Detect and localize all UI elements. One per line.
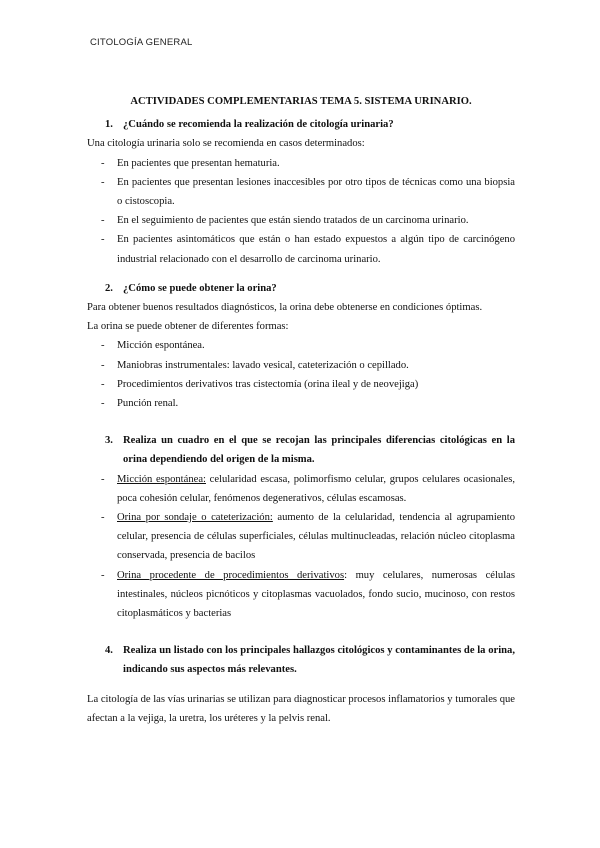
section-4 [87, 641, 515, 679]
list-item: - Procedimientos derivativos tras cistectomía (orina ileal y de neovejiga) [101, 378, 419, 390]
list-item: - En pacientes asintomáticos que están o han estado expuestos a algún tipo de carcinógeno industrial relacionado con el desarrollo de carcinoma urinario. [101, 234, 515, 265]
list-item: - Micción espontánea: celularidad escasa, polimorfismo celular, grupos celulares ocasionales, poca cohesión celular, fenómenos degenerativos, células escamosas. [101, 473, 515, 504]
section-1 [87, 115, 515, 269]
question-text: Realiza un cuadro en el que se recojan las principales diferencias citológicas en la orina dependiendo del origen de la misma. [123, 435, 515, 466]
page-header: CITOLOGÍA GENERAL [90, 37, 193, 48]
list-item: - Punción renal. [101, 398, 179, 410]
document-title: ACTIVIDADES COMPLEMENTARIAS TEMA 5. SISTEMA URINARIO. [130, 96, 472, 107]
list-item: - Orina por sondaje o cateterización: aumento de la celularidad, tendencia al agrupamiento celular, presencia de células superficiales, células multinucleadas, relación núcleo citoplasma conservada, presencia de bacilos [101, 512, 516, 562]
answer-list [87, 154, 515, 269]
question-4 [105, 641, 515, 679]
intro-text: Para obtener buenos resultados diagnósticos, la orina debe obtenerse en condiciones óptimas. [87, 302, 483, 314]
question-1 [105, 115, 515, 134]
question-number: 3. [105, 435, 113, 447]
question-3 [105, 431, 515, 469]
question-number: 2. [105, 282, 113, 294]
question-number: 4. [105, 645, 113, 657]
question-text: ¿Cuándo se recomienda la realización de citología urinaria? [123, 119, 394, 131]
question-text: Realiza un listado con los principales hallazgos citológicos y contaminantes de la orina, indicando sus aspectos más relevantes. [123, 645, 515, 676]
answer-list [87, 336, 515, 413]
item-label: Orina por sondaje o cateterización: [117, 512, 273, 524]
section-3 [87, 431, 515, 623]
list-item: - Maniobras instrumentales: lavado vesical, cateterización o cepillado. [101, 359, 409, 371]
question-text: ¿Cómo se puede obtener la orina? [123, 282, 277, 294]
question-number: 1. [105, 119, 113, 131]
closing-paragraph: La citología de las vías urinarias se utilizan para diagnosticar procesos inflamatorios y tumorales que afectan a la vejiga, la uretra, los uréteres y la pelvis renal. [87, 693, 515, 724]
list-item: - En pacientes que presentan lesiones inaccesibles por otro tipos de técnicas como una biopsia o cistoscopia. [101, 176, 515, 208]
question-2 [105, 279, 515, 298]
section-2 [87, 279, 515, 413]
list-item: - Micción espontánea. [101, 340, 205, 352]
item-label: Micción espontánea: [117, 473, 206, 485]
answer-list [87, 470, 515, 624]
list-item: - Orina procedente de procedimientos derivativos: muy celulares, numerosas células intestinales, núcleos picnóticos y citoplasmas vacuolados, fondo sucio, mucinoso, con restos citoplasmáticos y bacterias [101, 569, 515, 620]
document-body [87, 92, 515, 728]
list-item: - En pacientes que presentan hematuria. [101, 157, 280, 169]
intro-text: Una citología urinaria solo se recomienda en casos determinados: [87, 138, 365, 150]
item-label: Orina procedente de procedimientos derivativos [117, 569, 345, 581]
intro-text: La orina se puede obtener de diferentes formas: [87, 321, 289, 333]
list-item: - En el seguimiento de pacientes que están siendo tratados de un carcinoma urinario. [101, 215, 469, 227]
